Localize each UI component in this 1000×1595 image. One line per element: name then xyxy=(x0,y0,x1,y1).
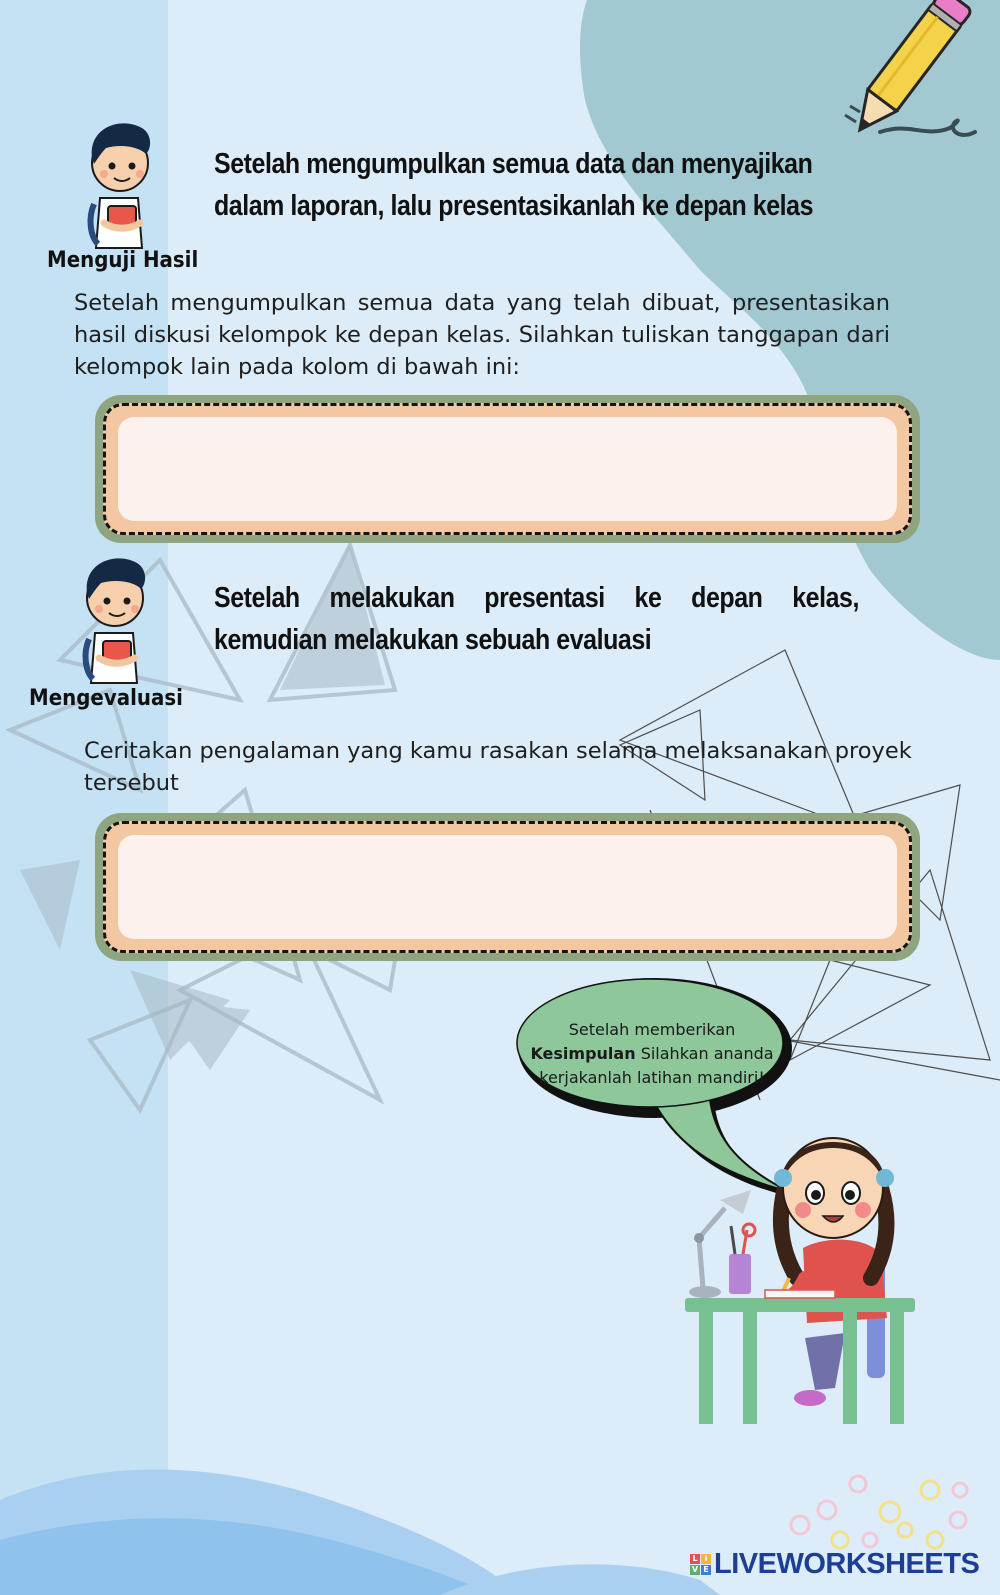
bubble-rest: Silahkan ananda kerjakanlah latihan mandiri! xyxy=(539,1044,774,1087)
section-tag-menguji-hasil: Menguji Hasil xyxy=(47,248,199,273)
section-tag-mengevaluasi: Mengevaluasi xyxy=(29,686,183,711)
bubble-bold-keyword: Kesimpulan xyxy=(530,1044,636,1063)
girl-studying-illustration xyxy=(685,1118,935,1428)
section-1-heading-line-2: dalam laporan, lalu presentasikanlah ke depan kelas xyxy=(214,190,814,222)
section-1-heading-line-1: Setelah mengumpulkan semua data dan menyajikan xyxy=(214,148,813,180)
logo-letter-e: E xyxy=(701,1565,711,1575)
logo-text: LIVEWORKSHEETS xyxy=(714,1548,980,1580)
answer-box-1-border xyxy=(103,403,912,535)
liveworksheets-logo[interactable] xyxy=(690,1548,979,1581)
section-2-instructions: Ceritakan pengalaman yang kamu rasakan selama melaksanakan proyek tersebut xyxy=(84,738,912,796)
answer-box-2 xyxy=(95,813,920,961)
section-1-instructions: Setelah mengumpulkan semua data yang telah dibuat, presentasikan hasil diskusi kelompok ke depan kelas. Silahkan tuliskan tanggapan dari kelompok lain pada kolom di bawah ini: xyxy=(74,290,890,380)
answer-box-2-border xyxy=(103,821,912,953)
pencil-cup-icon xyxy=(729,1224,755,1294)
answer-input-2[interactable] xyxy=(118,835,897,939)
bubble-line-1: Setelah memberikan xyxy=(568,1020,736,1039)
logo-letter-i: I xyxy=(701,1554,711,1564)
boy-student-illustration xyxy=(80,118,160,253)
ring-decoration xyxy=(791,1476,967,1548)
section-2-heading-line-1: Setelah melakukan presentasi ke depan kelas, xyxy=(214,582,859,614)
boy-student-illustration-2 xyxy=(75,553,155,688)
answer-box-1 xyxy=(95,395,920,543)
section-2-heading xyxy=(214,577,859,661)
section-2-heading-line-2: kemudian melakukan sebuah evaluasi xyxy=(214,624,652,656)
logo-letter-v: V xyxy=(691,1565,699,1574)
logo-letter-grid xyxy=(690,1554,711,1575)
answer-input-1[interactable] xyxy=(118,417,897,521)
logo-letter-l: L xyxy=(690,1554,700,1564)
speech-bubble-text xyxy=(523,1018,781,1090)
section-1-heading xyxy=(214,143,859,227)
